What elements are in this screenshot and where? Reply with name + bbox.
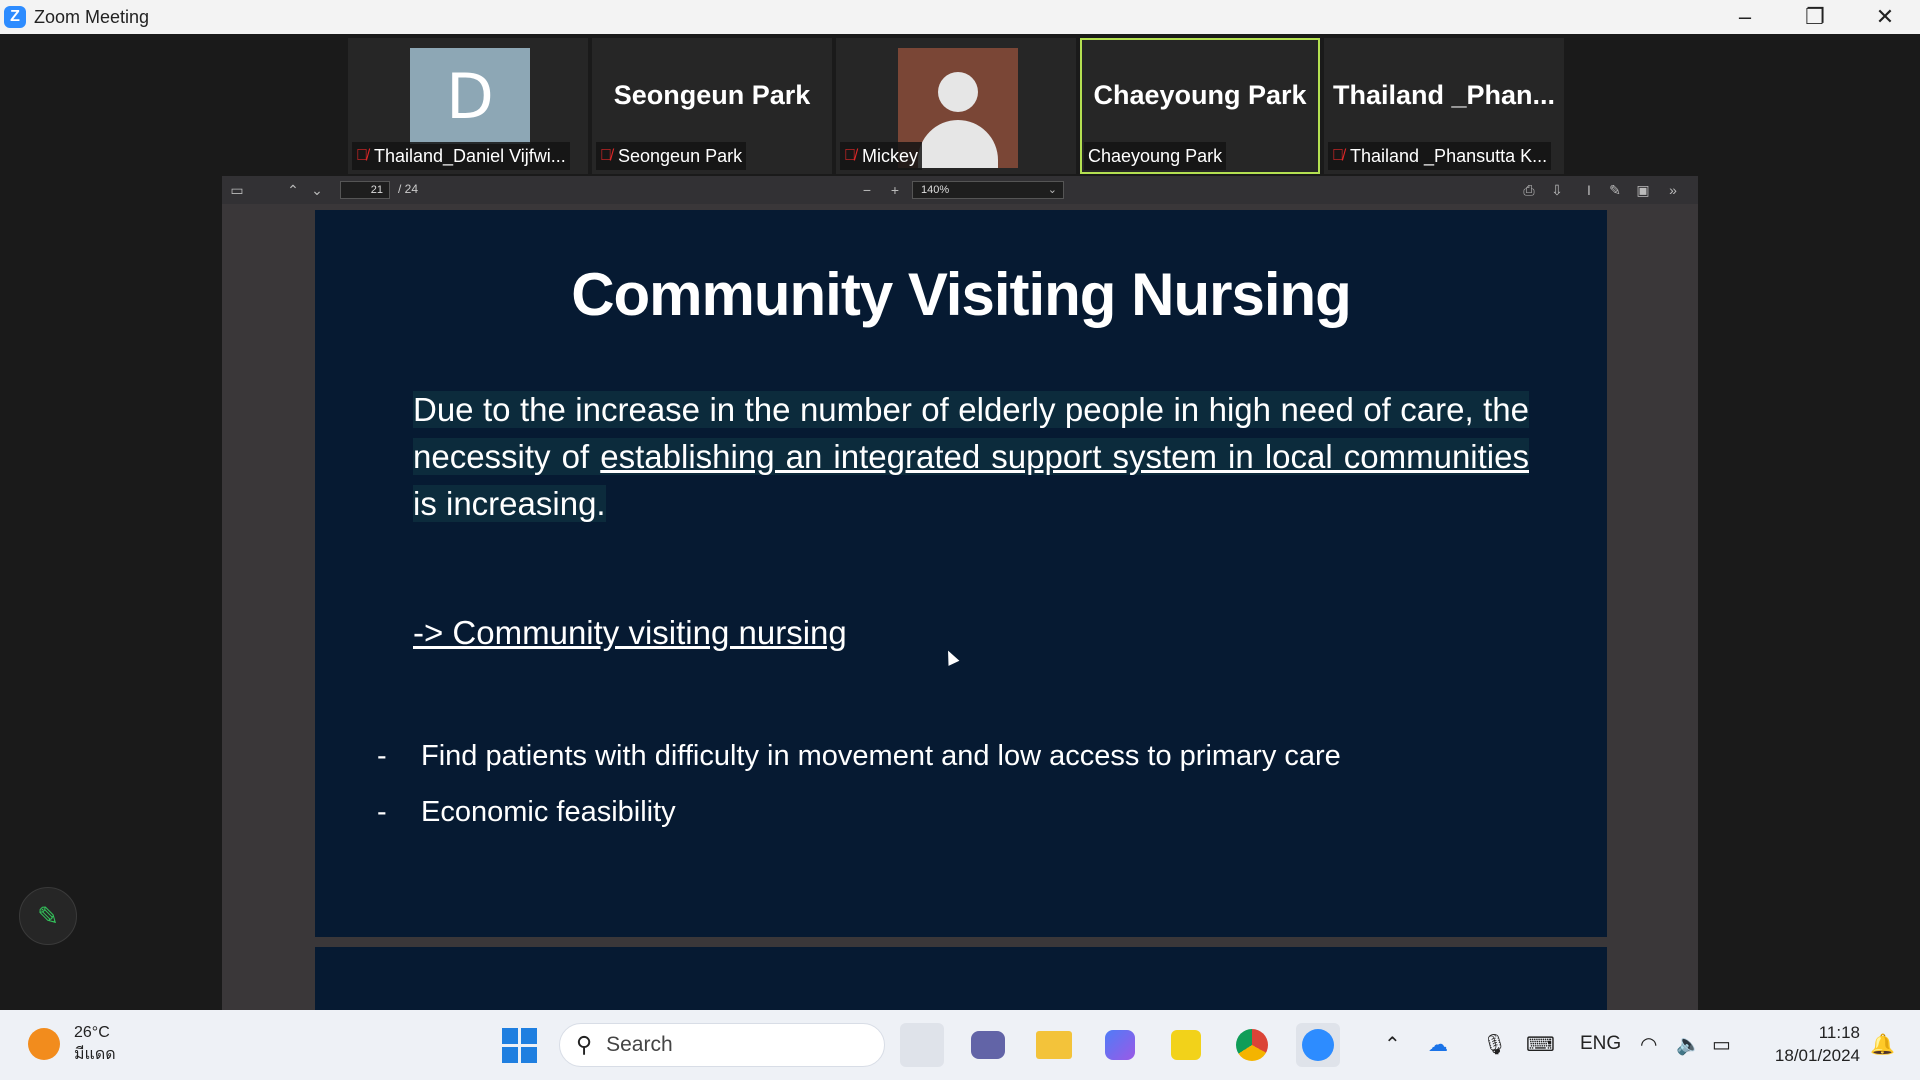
- search-icon: ⚲: [576, 1032, 593, 1057]
- taskbar: [0, 1010, 1920, 1080]
- bullet-text: Economic feasibility: [421, 795, 676, 828]
- slide-paragraph: [413, 386, 1529, 527]
- clock[interactable]: [1756, 1021, 1860, 1067]
- text-cursor-icon[interactable]: I: [1587, 182, 1591, 198]
- more-tools-icon[interactable]: »: [1669, 182, 1677, 198]
- keyboard-icon[interactable]: ⌨: [1526, 1034, 1555, 1056]
- participant-name: Thailand _Phansutta K...: [1350, 145, 1548, 166]
- wifi-icon[interactable]: ◠: [1640, 1034, 1658, 1056]
- zoom-level-value: 140%: [921, 184, 950, 196]
- sidebar-toggle-icon[interactable]: ▭: [230, 181, 244, 198]
- zoom-in-icon[interactable]: +: [890, 182, 900, 198]
- zoom-level-select[interactable]: [912, 181, 1064, 199]
- participant-tile[interactable]: [592, 38, 832, 174]
- notification-bell-icon[interactable]: 🔔: [1870, 1034, 1895, 1056]
- search-placeholder: Search: [606, 1033, 673, 1056]
- mic-muted-icon: 🎙̸: [1332, 147, 1344, 164]
- mic-muted-icon: 🎙̸: [844, 147, 856, 164]
- chevron-down-icon: ⌄: [1047, 184, 1057, 196]
- weather-description: มีแดด: [74, 1046, 116, 1063]
- image-icon[interactable]: ▣: [1636, 181, 1650, 198]
- print-icon[interactable]: ⎙: [1523, 181, 1535, 198]
- windows-logo-icon: [502, 1028, 537, 1063]
- paragraph-text-start: Due to the increase in the number of elderly people in high need of care, the necessity of: [413, 391, 1529, 475]
- task-app-icon[interactable]: [1164, 1023, 1208, 1067]
- paragraph-text-end: is increasing.: [413, 485, 606, 522]
- microphone-icon[interactable]: 🎙: [1482, 1034, 1508, 1056]
- save-icon[interactable]: ⇩: [1551, 181, 1563, 198]
- clock-time: 11:18: [1818, 1023, 1860, 1042]
- person-icon-head: [938, 72, 978, 112]
- temperature: 26°C: [74, 1024, 110, 1041]
- shared-pdf-viewer: [222, 176, 1698, 1044]
- list-item: [377, 784, 1341, 840]
- volume-icon[interactable]: 🔈: [1676, 1034, 1701, 1056]
- bullet-marker: -: [377, 739, 387, 772]
- onedrive-cloud-icon[interactable]: ☁: [1428, 1034, 1448, 1056]
- participant-tile[interactable]: [348, 38, 588, 174]
- bullet-text: Find patients with difficulty in movement and low access to primary care: [421, 739, 1341, 772]
- avatar: D: [410, 48, 530, 144]
- participant-tile[interactable]: [836, 38, 1076, 174]
- battery-icon[interactable]: ▭: [1712, 1034, 1731, 1056]
- participant-big-label: Seongeun Park: [613, 79, 811, 110]
- participant-nameplate: [352, 142, 570, 170]
- participant-big-label: Chaeyoung Park: [1093, 79, 1307, 110]
- task-view-icon[interactable]: [900, 1023, 944, 1067]
- zoom-logo-icon: Z: [4, 6, 26, 28]
- participant-tile[interactable]: [1324, 38, 1564, 174]
- participant-nameplate: [840, 142, 922, 170]
- restore-button[interactable]: ❐: [1805, 4, 1825, 29]
- taskbar-search[interactable]: [559, 1023, 885, 1067]
- participant-name: Chaeyoung Park: [1088, 145, 1223, 166]
- participant-big-label: Thailand _Phan...: [1332, 79, 1556, 110]
- list-item: [377, 728, 1341, 784]
- participant-name: Mickey: [862, 145, 919, 166]
- slide-page: [315, 210, 1607, 937]
- draw-icon[interactable]: ✎: [1609, 181, 1621, 198]
- participant-strip: [348, 38, 1564, 174]
- start-button[interactable]: [497, 1023, 541, 1067]
- chrome-icon[interactable]: [1230, 1023, 1274, 1067]
- copilot-icon[interactable]: [1098, 1023, 1142, 1067]
- next-page-icon[interactable]: ⌄: [311, 181, 323, 198]
- title-bar: [0, 0, 1920, 34]
- page-total: / 24: [398, 182, 419, 196]
- clock-date: 18/01/2024: [1774, 1046, 1860, 1065]
- participant-name: Seongeun Park: [618, 145, 743, 166]
- chevron-up-icon[interactable]: ⌃: [1384, 1034, 1401, 1056]
- participant-tile-active-speaker[interactable]: [1080, 38, 1320, 174]
- window-title: Zoom Meeting: [34, 6, 150, 27]
- paragraph-underlined-text: establishing an integrated support system in local communities: [600, 438, 1529, 475]
- page-number-input[interactable]: [340, 181, 390, 199]
- minimize-button[interactable]: –: [1738, 4, 1752, 29]
- slide-subheading: -> Community visiting nursing: [413, 614, 847, 651]
- mic-muted-icon: 🎙̸: [600, 147, 612, 164]
- participant-nameplate: [596, 142, 746, 170]
- bullet-list: [377, 728, 1341, 840]
- slide-title: Community Visiting Nursing: [571, 261, 1351, 328]
- previous-page-icon[interactable]: ⌃: [287, 181, 299, 198]
- weather-widget[interactable]: [28, 1022, 116, 1066]
- language-indicator[interactable]: ENG: [1580, 1033, 1622, 1054]
- teams-chat-icon[interactable]: [966, 1023, 1010, 1067]
- close-button[interactable]: ✕: [1875, 4, 1895, 29]
- bullet-marker: -: [377, 795, 387, 828]
- person-icon-body: [918, 120, 998, 168]
- participant-nameplate: [1084, 142, 1226, 170]
- participant-nameplate: [1328, 142, 1551, 170]
- meeting-area: [0, 34, 1920, 1010]
- file-explorer-icon[interactable]: [1032, 1023, 1076, 1067]
- annotate-button[interactable]: [19, 887, 77, 945]
- pdf-toolbar: [222, 176, 1698, 204]
- weather-text: [74, 1022, 116, 1066]
- mic-muted-icon: 🎙̸: [356, 147, 368, 164]
- zoom-taskbar-icon[interactable]: [1296, 1023, 1340, 1067]
- zoom-out-icon[interactable]: −: [862, 182, 872, 198]
- participant-name: Thailand_Daniel Vijfwi...: [374, 145, 566, 166]
- pencil-icon: ✎: [37, 900, 59, 931]
- sun-icon: [28, 1028, 60, 1060]
